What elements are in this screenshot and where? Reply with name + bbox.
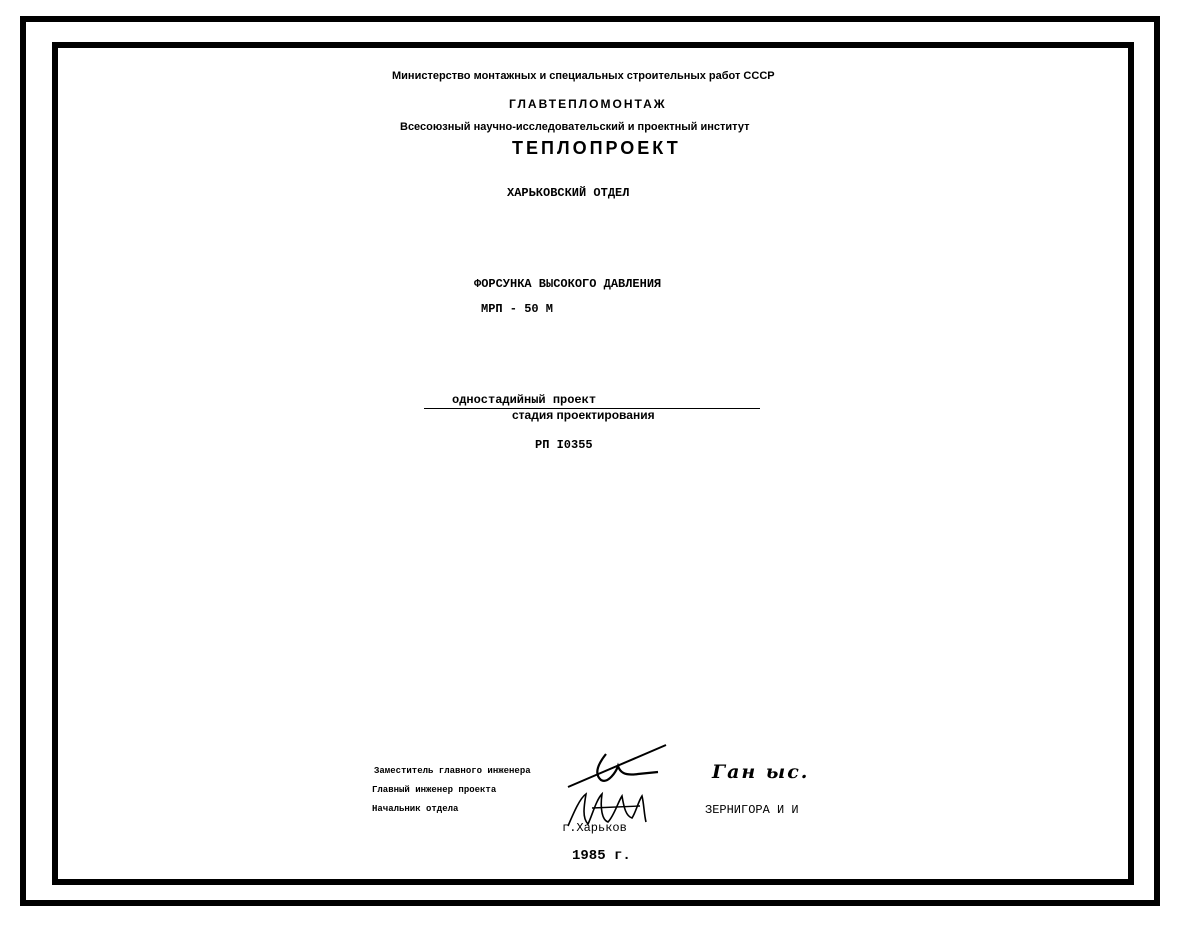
- city-line: г.Харьков: [562, 821, 627, 835]
- signature-1: [566, 742, 676, 792]
- product-title: ФОРСУНКА ВЫСОКОГО ДАВЛЕНИЯ: [474, 277, 662, 291]
- typed-name: ЗЕРНИГОРА И И: [705, 803, 799, 817]
- ministry-line: Министерство монтажных и специальных строительных работ СССР: [392, 70, 775, 82]
- product-model: МРП - 50 М: [481, 302, 554, 316]
- stage-value: одностадийный проект: [452, 393, 597, 407]
- department-line: ХАРЬКОВСКИЙ ОТДЕЛ: [507, 186, 630, 200]
- institute-line: Всесоюзный научно-исследовательский и проектный институт: [400, 121, 750, 133]
- stage-caption: стадия проектирования: [512, 408, 655, 422]
- project-code: РП I0355: [535, 438, 593, 452]
- agency-line: ГЛАВТЕПЛОМОНТАЖ: [509, 97, 667, 111]
- handwritten-name: Ган ыс.: [712, 761, 810, 783]
- institute-name: ТЕПЛОПРОЕКТ: [512, 138, 681, 158]
- role-deputy-chief-engineer: Заместитель главного инженера: [374, 766, 531, 776]
- role-chief-project-engineer: Главный инженер проекта: [372, 785, 497, 795]
- role-department-head: Начальник отдела: [372, 804, 459, 814]
- year-line: 1985 г.: [572, 848, 631, 864]
